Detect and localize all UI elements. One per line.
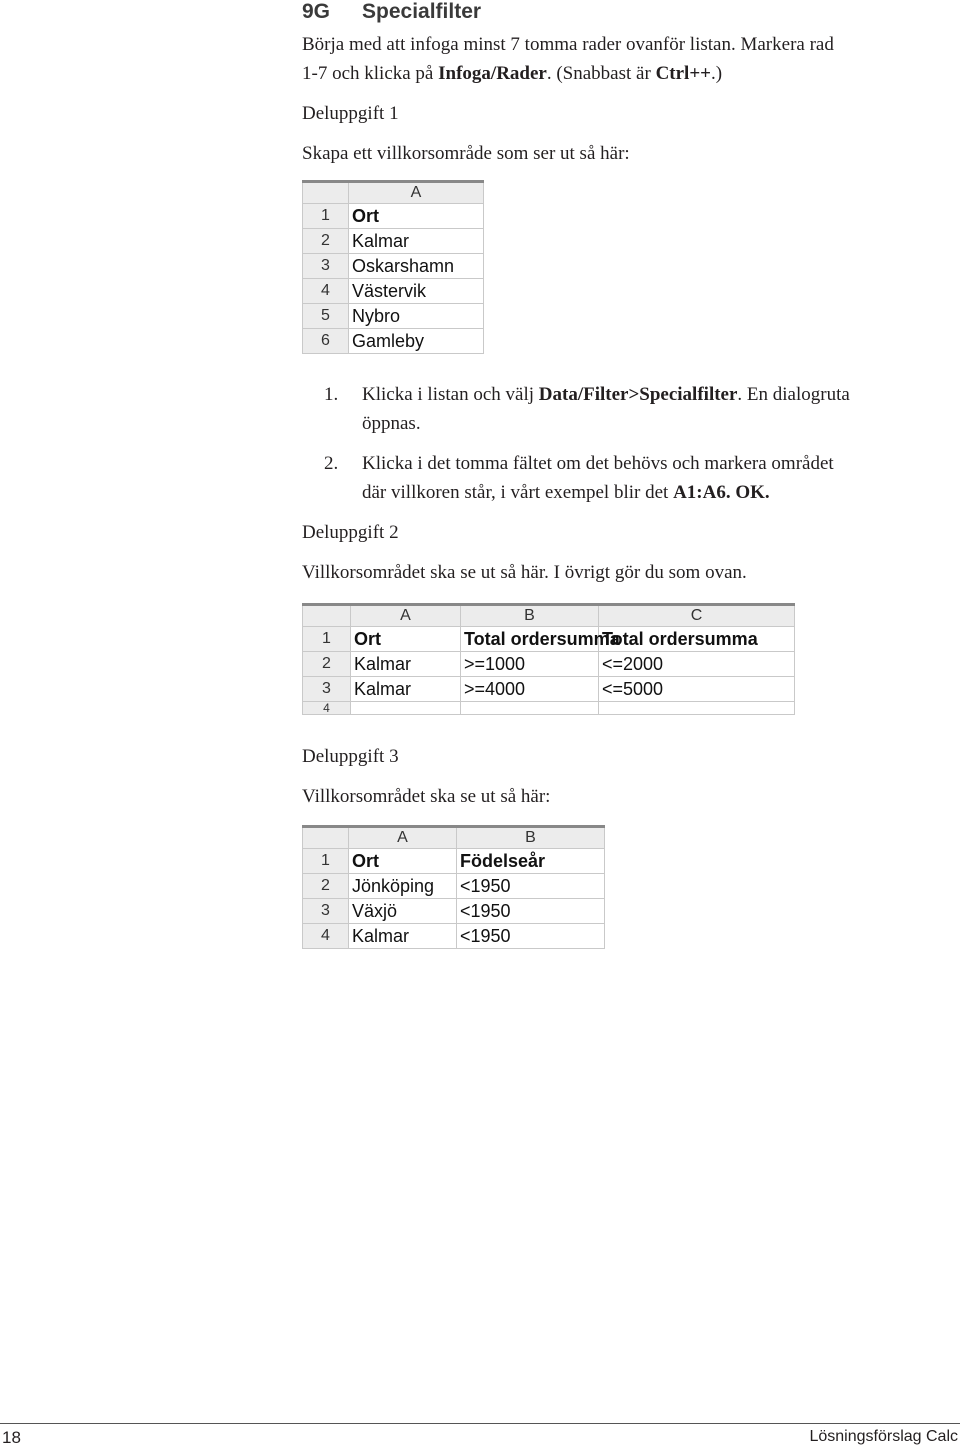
menu-path-insert-rows: Infoga/Rader <box>438 63 547 84</box>
section-heading <box>302 0 481 24</box>
intro-line-1: Börja med att infoga minst 7 tomma rader ovanför listan. Markera rad <box>302 34 834 55</box>
table-row: 2 Jönköping <1950 <box>303 874 605 899</box>
task2-title: Deluppgift 2 <box>302 522 399 543</box>
range-reference: A1:A6. OK. <box>673 482 770 503</box>
column-header: A <box>351 605 461 627</box>
step-1-cont: öppnas. <box>362 413 421 434</box>
table-row: 1 Ort Total ordersumma Total ordersumma <box>303 627 795 652</box>
corner-cell <box>303 827 349 849</box>
step-2-cont: där villkoren står, i vårt exempel blir det A1:A6. OK. <box>362 482 770 503</box>
task2-text: Villkorsområdet ska se ut så här. I övrigt gör du som ovan. <box>302 562 747 583</box>
table-row: 3 Växjö <1950 <box>303 899 605 924</box>
table-row: 2 Kalmar <box>303 229 484 254</box>
spreadsheet-2 <box>302 603 795 715</box>
table-row: 4 <box>303 702 795 715</box>
table-row: 3 Kalmar >=4000 <=5000 <box>303 677 795 702</box>
task1-text: Skapa ett villkorsområde som ser ut så här: <box>302 143 630 164</box>
menu-path-specialfilter: Data/Filter>Specialfilter <box>538 384 738 405</box>
column-header: A <box>349 182 484 204</box>
table-row: 3 Oskarshamn <box>303 254 484 279</box>
step-1: 1. Klicka i listan och välj Data/Filter>Specialfilter. En dialogruta <box>324 384 850 405</box>
table-row: 6 Gamleby <box>303 329 484 354</box>
footer-divider <box>0 1423 960 1424</box>
task1-title: Deluppgift 1 <box>302 103 399 124</box>
task3-title: Deluppgift 3 <box>302 746 399 767</box>
corner-cell <box>303 605 351 627</box>
step-2: 2. Klicka i det tomma fältet om det behövs och markera området <box>324 453 834 474</box>
table-row: 2 Kalmar >=1000 <=2000 <box>303 652 795 677</box>
section-title: Specialfilter <box>362 0 482 23</box>
intro-line-2: 1-7 och klicka på Infoga/Rader. (Snabbast är Ctrl++.) <box>302 63 723 84</box>
column-header: C <box>599 605 795 627</box>
column-header: A <box>349 827 457 849</box>
table-row: 4 Kalmar <1950 <box>303 924 605 949</box>
spreadsheet-1 <box>302 180 484 354</box>
corner-cell <box>303 182 349 204</box>
table-row: 1 Ort <box>303 204 484 229</box>
shortcut-text: Ctrl++ <box>655 63 711 84</box>
page-number: 18 <box>2 1428 21 1447</box>
footer-title: Lösningsförslag Calc <box>809 1428 958 1445</box>
column-header: B <box>457 827 605 849</box>
table-row: 5 Nybro <box>303 304 484 329</box>
spreadsheet-3 <box>302 825 605 949</box>
section-number: 9G <box>302 0 331 23</box>
table-row: 1 Ort Födelseår <box>303 849 605 874</box>
column-header: B <box>461 605 599 627</box>
table-row: 4 Västervik <box>303 279 484 304</box>
task3-text: Villkorsområdet ska se ut så här: <box>302 786 551 807</box>
